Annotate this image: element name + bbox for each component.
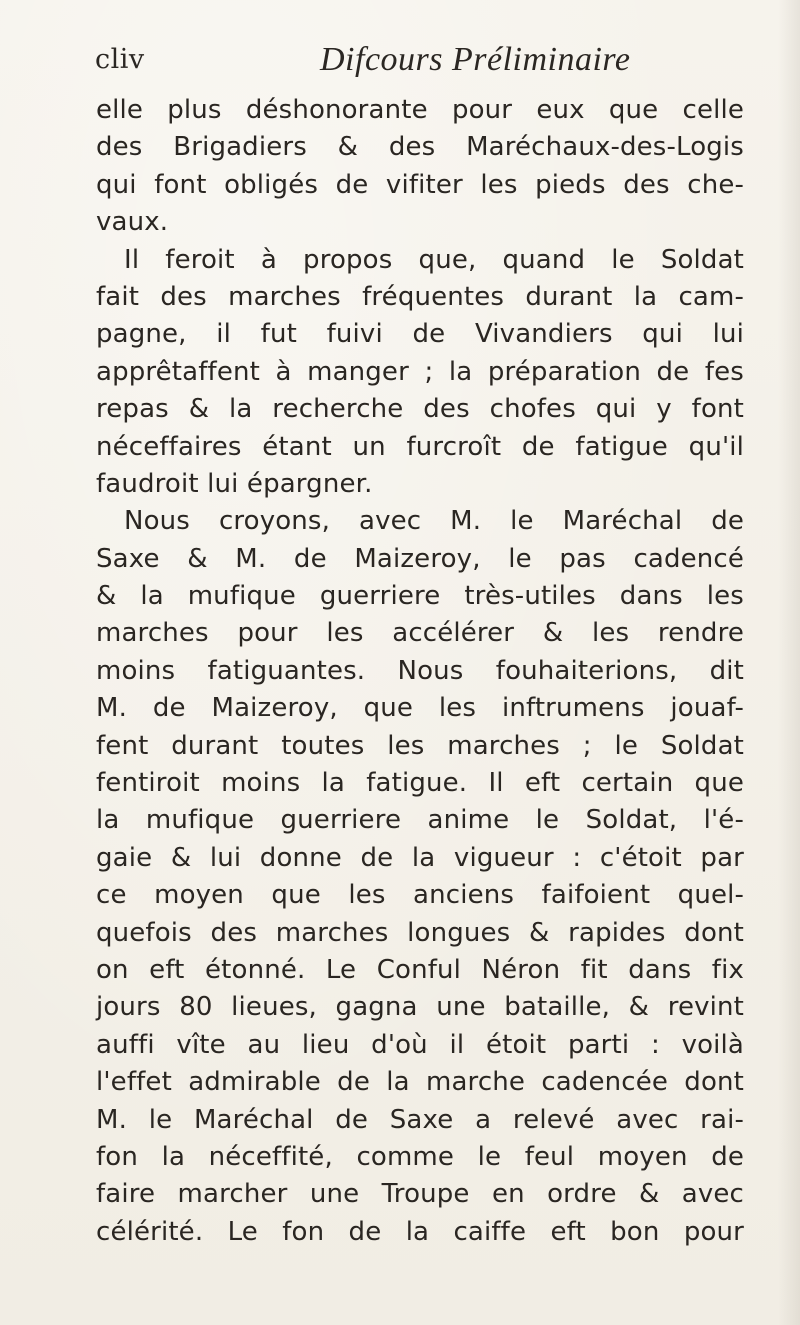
text-line: vaux.: [96, 207, 169, 238]
text-line: Saxe & M. de Maizeroy, le pas cadencé: [96, 543, 744, 574]
text-line: fait des marches fréquentes durant la cam-: [96, 281, 744, 312]
text-line: jours 80 lieues, gagna une bataille, & revint: [96, 992, 744, 1023]
text-line: fent durant toutes les marches ; le Soldat: [96, 730, 744, 761]
text-line: fentiroit moins la fatigue. Il eft certain que: [96, 768, 744, 799]
text-line: Il feroit à propos que, quand le Soldat: [124, 244, 744, 275]
text-line: marches pour les accélérer & les rendre: [96, 618, 744, 649]
text-line: quefois des marches longues & rapides dont: [96, 917, 744, 948]
text-line: ce moyen que les anciens faifoient quel-: [96, 880, 744, 911]
text-line: on eft étonné. Le Conful Néron fit dans fix: [96, 954, 744, 985]
text-line: elle plus déshonorante pour eux que celle: [96, 95, 744, 125]
page-edge-shadow: [778, 0, 800, 1325]
text-line: repas & la recherche des chofes qui y font: [96, 394, 744, 425]
text-line: auffi vîte au lieu d'où il étoit parti : voilà: [96, 1029, 744, 1060]
page-number: cliv: [95, 44, 145, 75]
text-line: Nous croyons, avec M. le Maréchal de: [124, 506, 744, 537]
text-line: l'effet admirable de la marche cadencée dont: [96, 1067, 744, 1098]
text-line: gaie & lui donne de la vigueur : c'étoit par: [96, 842, 744, 873]
body-text: [96, 92, 744, 1251]
text-line: & la mufique guerriere très-utiles dans les: [96, 581, 744, 612]
text-line: M. le Maréchal de Saxe a relevé avec rai-: [96, 1104, 744, 1135]
page-header: [95, 38, 735, 88]
text-line: néceffaires étant un furcroît de fatigue qu'il: [96, 431, 744, 462]
text-line: la mufique guerriere anime le Soldat, l'é-: [96, 805, 744, 836]
text-line: apprêtaffent à manger ; la préparation de fes: [96, 356, 744, 387]
text-line: fon la néceffité, comme le feul moyen de: [96, 1141, 744, 1172]
text-line: M. de Maizeroy, que les inftrumens jouaf-: [96, 693, 744, 724]
text-line: pagne, il fut fuivi de Vivandiers qui lui: [96, 319, 744, 350]
running-title: Difcours Préliminaire: [320, 41, 631, 78]
text-line: faire marcher une Troupe en ordre & avec: [96, 1179, 744, 1210]
text-line: célérité. Le fon de la caiffe eft bon pour: [96, 1216, 744, 1247]
text-line: des Brigadiers & des Maréchaux-des-Logis: [96, 132, 744, 163]
text-line: faudroit lui épargner.: [96, 468, 373, 499]
text-line: moins fatiguantes. Nous fouhaiterions, dit: [96, 655, 744, 686]
text-line: qui font obligés de vifiter les pieds des che-: [96, 169, 744, 200]
